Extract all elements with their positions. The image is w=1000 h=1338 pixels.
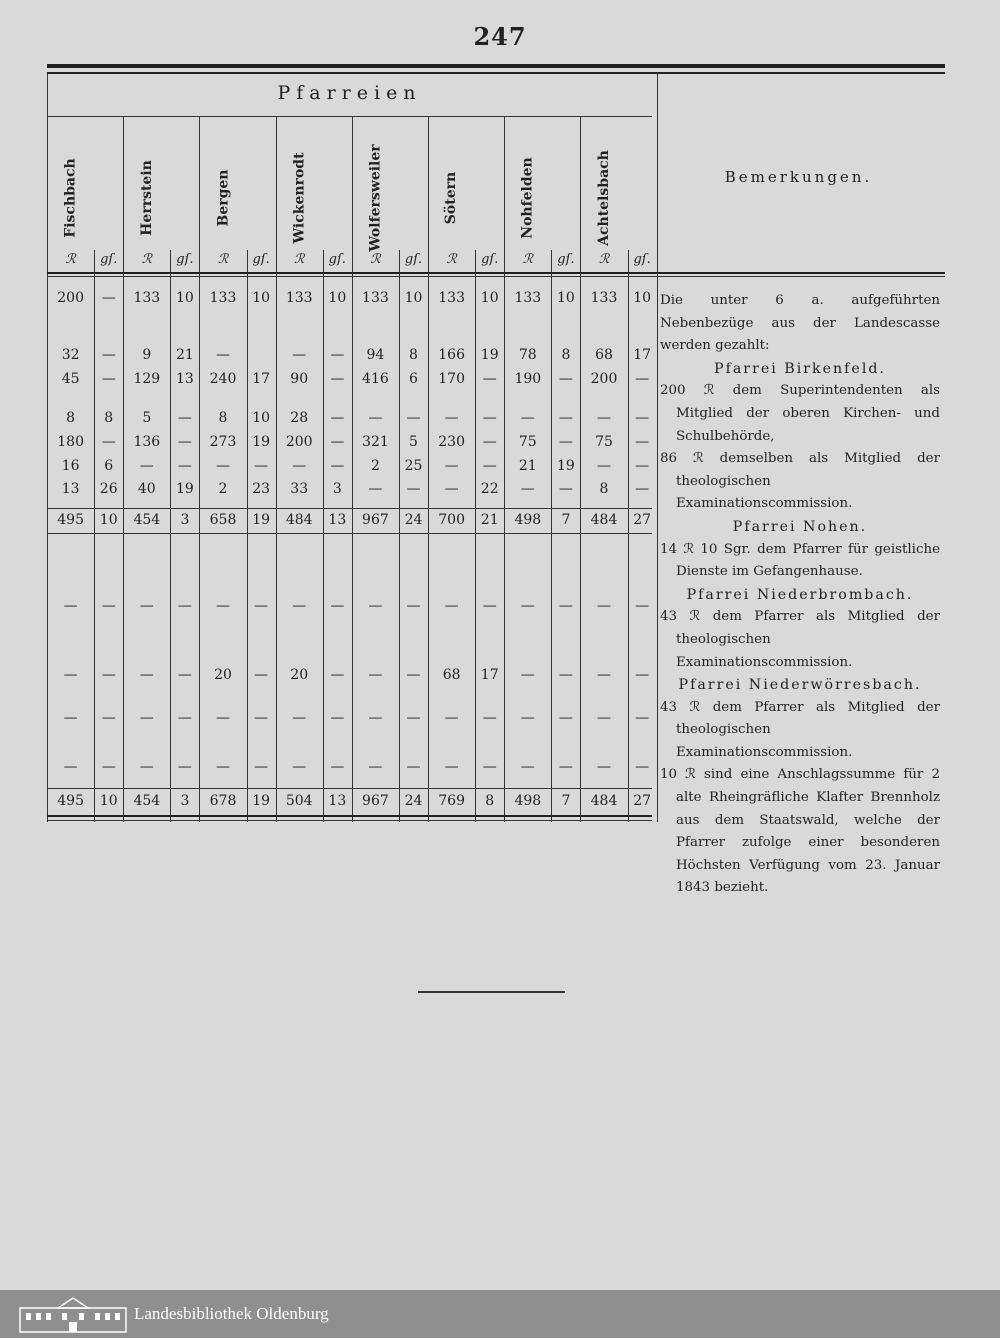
- cell-groschen: —: [558, 598, 573, 614]
- cell-groschen: 5: [409, 434, 418, 450]
- cell-thaler: 90: [290, 371, 309, 387]
- cell-thaler: —: [216, 598, 230, 614]
- cell-thaler: 484: [590, 512, 618, 528]
- unit-thaler: ℛ: [217, 252, 229, 267]
- cell-thaler: 20: [290, 667, 309, 683]
- remarks-heading-niederbrombach: Pfarrei Niederbrombach.: [686, 586, 914, 603]
- cell-groschen: 27: [633, 793, 652, 809]
- cell-thaler: 2: [370, 458, 380, 474]
- cell-groschen: —: [482, 371, 497, 387]
- units-rule: [47, 272, 945, 274]
- cell-groschen: 21: [176, 347, 194, 363]
- cell-groschen: 6: [409, 371, 418, 387]
- cell-thaler: 133: [133, 290, 161, 306]
- cell-thaler: 200: [285, 434, 313, 450]
- cell-groschen: —: [558, 667, 573, 683]
- cell-thaler: —: [139, 759, 154, 775]
- cell-thaler: —: [520, 667, 535, 683]
- cell-thaler: —: [292, 458, 307, 474]
- cell-groschen: 10: [252, 290, 271, 306]
- cell-groschen: 17: [633, 347, 652, 363]
- cell-groschen: 10: [176, 290, 194, 306]
- cell-groschen: —: [635, 458, 650, 474]
- cell-groschen: 19: [252, 793, 271, 809]
- subtotal-rule-bottom: [47, 533, 652, 534]
- cell-thaler: —: [444, 481, 459, 497]
- cell-groschen: —: [330, 371, 345, 387]
- cell-groschen: —: [177, 410, 192, 426]
- cell-groschen: —: [101, 710, 116, 726]
- cell-thaler: —: [63, 667, 78, 683]
- subtotal-rule: [47, 508, 652, 509]
- remarks-item: 10 ℛ sind eine Anschlagssumme für 2 alte Rheingräfliche Klafter Brennholz aus dem Staatswald, welche der Pfarrer zufolge einer besonderen Höchsten Verfügung vom 23. Januar 1843 bezieht.: [660, 767, 940, 896]
- cell-groschen: —: [635, 371, 650, 387]
- subcolumn-rule: [399, 250, 400, 822]
- column-header-herrstein: [132, 148, 162, 248]
- cell-groschen: —: [254, 710, 269, 726]
- cell-groschen: —: [101, 371, 116, 387]
- top-rule-thin: [47, 72, 945, 74]
- cell-groschen: —: [635, 667, 650, 683]
- column-header-nohfelden: [513, 148, 543, 248]
- cell-groschen: —: [482, 759, 497, 775]
- cell-thaler: —: [520, 759, 535, 775]
- cell-thaler: 495: [57, 512, 84, 528]
- cell-thaler: —: [63, 759, 78, 775]
- cell-thaler: 498: [514, 793, 542, 809]
- cell-groschen: 10: [99, 512, 118, 528]
- cell-groschen: 7: [561, 512, 571, 528]
- cell-groschen: —: [482, 458, 497, 474]
- remarks-item: 200 ℛ dem Superintendenten als Mitglied der oberen Kirchen- und Schulbehörde,: [660, 383, 940, 444]
- cell-thaler: —: [292, 759, 307, 775]
- total-rule-bottom: [47, 815, 652, 817]
- cell-groschen: —: [330, 410, 345, 426]
- cell-thaler: 78: [518, 347, 537, 363]
- cell-thaler: 658: [209, 512, 237, 528]
- cell-thaler: 180: [57, 434, 84, 450]
- cell-groschen: 24: [404, 793, 423, 809]
- remarks-intro: Die unter 6 a. aufgeführten Nebenbezüge aus der Landescasse werden gezahlt:: [660, 293, 940, 354]
- cell-groschen: —: [177, 598, 192, 614]
- column-header-achtelsbach: [589, 148, 619, 248]
- cell-thaler: 16: [61, 458, 80, 474]
- cell-groschen: 13: [328, 793, 347, 809]
- cell-groschen: 3: [180, 793, 190, 809]
- cell-groschen: 3: [332, 481, 342, 497]
- cell-groschen: —: [101, 598, 116, 614]
- cell-groschen: —: [177, 759, 192, 775]
- unit-groschen: gſ.: [328, 252, 346, 267]
- cell-thaler: 133: [285, 290, 313, 306]
- cell-groschen: —: [330, 710, 345, 726]
- cell-thaler: 166: [438, 347, 465, 363]
- header-rule: [47, 116, 652, 117]
- cell-thaler: 454: [133, 512, 161, 528]
- cell-groschen: —: [101, 290, 116, 306]
- cell-thaler: 700: [438, 512, 465, 528]
- cell-thaler: —: [444, 458, 459, 474]
- subcolumn-rule: [628, 250, 629, 822]
- cell-thaler: 133: [362, 290, 389, 306]
- cell-groschen: —: [558, 371, 573, 387]
- column-header-wickenrodt: [284, 148, 314, 248]
- cell-thaler: —: [520, 481, 535, 497]
- cell-groschen: —: [330, 759, 345, 775]
- cell-thaler: —: [216, 710, 230, 726]
- cell-thaler: —: [292, 347, 307, 363]
- cell-thaler: 28: [290, 410, 309, 426]
- closing-rule: [418, 991, 565, 993]
- cell-groschen: —: [177, 710, 192, 726]
- remarks-heading-niederwoerresbach: Pfarrei Niederwörresbach.: [678, 677, 922, 694]
- cell-thaler: 133: [209, 290, 237, 306]
- total-rule: [47, 788, 652, 789]
- cell-thaler: 5: [142, 410, 152, 426]
- cell-groschen: —: [330, 598, 345, 614]
- cell-thaler: 20: [214, 667, 232, 683]
- unit-thaler: ℛ: [65, 252, 76, 267]
- cell-groschen: —: [635, 434, 650, 450]
- cell-thaler: 133: [590, 290, 618, 306]
- cell-thaler: —: [520, 710, 535, 726]
- cell-groschen: 8: [409, 347, 418, 363]
- cell-groschen: 10: [328, 290, 347, 306]
- cell-groschen: —: [101, 759, 116, 775]
- cell-groschen: 19: [176, 481, 194, 497]
- cell-thaler: —: [368, 710, 383, 726]
- cell-groschen: —: [101, 667, 116, 683]
- cell-thaler: 40: [137, 481, 156, 497]
- cell-thaler: 21: [518, 458, 537, 474]
- cell-thaler: 2: [218, 481, 228, 497]
- cell-groschen: 19: [480, 347, 499, 363]
- cell-thaler: —: [139, 667, 154, 683]
- cell-thaler: 75: [595, 434, 613, 450]
- cell-thaler: 45: [61, 371, 80, 387]
- unit-groschen: gſ.: [557, 252, 575, 267]
- cell-groschen: —: [406, 410, 421, 426]
- cell-groschen: —: [101, 347, 116, 363]
- column-rule: [657, 74, 658, 822]
- unit-thaler: ℛ: [522, 252, 533, 267]
- cell-thaler: 484: [285, 512, 313, 528]
- column-header-label: Nohfelden: [519, 157, 536, 239]
- cell-groschen: —: [330, 347, 345, 363]
- cell-thaler: —: [216, 347, 230, 363]
- unit-groschen: gſ.: [100, 252, 118, 267]
- cell-thaler: —: [520, 598, 535, 614]
- cell-groschen: —: [558, 434, 573, 450]
- cell-thaler: —: [216, 759, 230, 775]
- remarks-item: 86 ℛ demselben als Mitglied der theologischen Examinationscommission.: [660, 451, 940, 512]
- cell-thaler: 133: [438, 290, 465, 306]
- remarks-item: 14 ℛ 10 Sgr. dem Pfarrer für geistliche Dienste im Gefangenhause.: [660, 541, 940, 580]
- cell-groschen: 10: [633, 290, 652, 306]
- cell-thaler: —: [520, 410, 535, 426]
- cell-thaler: 68: [442, 667, 461, 683]
- cell-groschen: 10: [99, 793, 118, 809]
- remarks-item: 43 ℛ dem Pfarrer als Mitglied der theologischen Examinationscommission.: [660, 699, 940, 760]
- cell-thaler: —: [368, 759, 383, 775]
- unit-thaler: ℛ: [294, 252, 305, 267]
- cell-groschen: 10: [404, 290, 423, 306]
- cell-groschen: —: [635, 710, 650, 726]
- cell-groschen: 24: [404, 512, 423, 528]
- cell-thaler: —: [597, 759, 611, 775]
- cell-groschen: 8: [485, 793, 495, 809]
- cell-thaler: 240: [209, 371, 237, 387]
- cell-groschen: 8: [561, 347, 571, 363]
- unit-groschen: gſ.: [404, 252, 423, 267]
- cell-groschen: —: [406, 710, 421, 726]
- cell-groschen: 13: [176, 371, 194, 387]
- cell-groschen: —: [406, 667, 421, 683]
- cell-thaler: —: [368, 667, 383, 683]
- cell-thaler: —: [368, 410, 383, 426]
- cell-thaler: —: [597, 598, 611, 614]
- column-header-sötern: [437, 148, 467, 248]
- cell-thaler: 498: [514, 512, 542, 528]
- subcolumn-rule: [323, 250, 324, 822]
- remarks-heading-birkenfeld: Pfarrei Birkenfeld.: [714, 360, 886, 377]
- subcolumn-rule: [551, 250, 552, 822]
- library-footer: [0, 1290, 1000, 1338]
- column-header-label: Bergen: [215, 169, 232, 227]
- units-rule-thin: [47, 276, 945, 277]
- cell-thaler: 94: [366, 347, 385, 363]
- column-header-label: Wickenrodt: [291, 152, 308, 244]
- cell-thaler: —: [139, 710, 154, 726]
- top-rule: [47, 64, 945, 68]
- cell-groschen: —: [482, 710, 497, 726]
- unit-thaler: ℛ: [446, 252, 457, 267]
- cell-groschen: —: [558, 759, 573, 775]
- column-header-label: Herrstein: [138, 160, 155, 236]
- cell-groschen: —: [482, 434, 497, 450]
- cell-thaler: 33: [290, 481, 309, 497]
- cell-groschen: 27: [633, 512, 652, 528]
- unit-groschen: gſ.: [481, 252, 499, 267]
- cell-groschen: 6: [104, 458, 114, 474]
- cell-thaler: 8: [218, 410, 228, 426]
- cell-groschen: 10: [557, 290, 575, 306]
- column-header-fischbach: [56, 148, 86, 248]
- cell-thaler: —: [368, 598, 383, 614]
- cell-groschen: —: [330, 458, 345, 474]
- cell-groschen: —: [254, 667, 269, 683]
- cell-groschen: —: [406, 598, 421, 614]
- cell-thaler: 769: [438, 793, 465, 809]
- cell-thaler: —: [444, 410, 459, 426]
- cell-groschen: 19: [252, 434, 271, 450]
- cell-groschen: —: [406, 759, 421, 775]
- cell-groschen: —: [254, 759, 269, 775]
- cell-groschen: —: [177, 458, 192, 474]
- cell-thaler: 8: [599, 481, 609, 497]
- subcolumn-rule: [475, 250, 476, 822]
- cell-groschen: 7: [561, 793, 571, 809]
- cell-thaler: 129: [133, 371, 161, 387]
- subcolumn-rule: [94, 250, 95, 822]
- cell-groschen: 19: [557, 458, 575, 474]
- cell-thaler: 967: [362, 793, 389, 809]
- total-rule-bottom-thin: [47, 820, 652, 821]
- column-header-label: Achtelsbach: [596, 150, 613, 246]
- cell-thaler: —: [444, 598, 459, 614]
- cell-thaler: 484: [590, 793, 618, 809]
- cell-groschen: —: [482, 410, 497, 426]
- library-building-icon: [18, 1294, 128, 1334]
- unit-thaler: ℛ: [141, 252, 152, 267]
- cell-thaler: 9: [142, 347, 152, 363]
- cell-thaler: 190: [514, 371, 542, 387]
- cell-groschen: 8: [104, 410, 114, 426]
- cell-thaler: 133: [514, 290, 542, 306]
- remarks-heading-nohen: Pfarrei Nohen.: [732, 518, 868, 535]
- cell-groschen: 22: [480, 481, 499, 497]
- remarks-item: 43 ℛ dem Pfarrer als Mitglied der theologischen Examinationscommission.: [660, 609, 940, 670]
- subcolumn-rule: [170, 250, 171, 822]
- cell-thaler: —: [597, 458, 611, 474]
- cell-groschen: 3: [180, 512, 190, 528]
- cell-groschen: —: [254, 458, 269, 474]
- library-name: Landesbibliothek Oldenburg: [134, 1304, 329, 1323]
- group-title: Pfarreien: [277, 82, 422, 104]
- cell-thaler: —: [368, 481, 383, 497]
- unit-groschen: gſ.: [252, 252, 270, 267]
- cell-groschen: —: [482, 598, 497, 614]
- cell-groschen: —: [254, 598, 269, 614]
- cell-thaler: —: [444, 710, 459, 726]
- cell-groschen: —: [177, 667, 192, 683]
- cell-thaler: 454: [133, 793, 161, 809]
- cell-thaler: —: [597, 710, 611, 726]
- cell-thaler: 967: [362, 512, 389, 528]
- cell-groschen: 21: [480, 512, 499, 528]
- cell-thaler: 321: [362, 434, 389, 450]
- cell-thaler: —: [292, 598, 307, 614]
- cell-thaler: —: [292, 710, 307, 726]
- cell-groschen: 10: [252, 410, 271, 426]
- cell-thaler: —: [139, 598, 154, 614]
- cell-thaler: 273: [209, 434, 237, 450]
- unit-thaler: ℛ: [370, 252, 381, 267]
- unit-groschen: gſ.: [633, 252, 651, 267]
- cell-groschen: —: [330, 667, 345, 683]
- unit-groschen: gſ.: [176, 252, 194, 267]
- cell-thaler: —: [63, 710, 78, 726]
- column-header-label: Sötern: [443, 171, 460, 225]
- cell-groschen: —: [330, 434, 345, 450]
- cell-thaler: 200: [57, 290, 84, 306]
- cell-groschen: —: [177, 434, 192, 450]
- cell-thaler: 68: [595, 347, 613, 363]
- cell-groschen: —: [635, 481, 650, 497]
- cell-thaler: 13: [61, 481, 80, 497]
- cell-groschen: —: [558, 410, 573, 426]
- cell-groschen: —: [635, 598, 650, 614]
- column-header-wolfersweiler: [360, 144, 390, 252]
- cell-groschen: —: [406, 481, 421, 497]
- cell-thaler: 8: [66, 410, 76, 426]
- cell-thaler: 495: [57, 793, 84, 809]
- column-header-label: Wolfersweiler: [367, 144, 384, 252]
- cell-thaler: —: [63, 598, 78, 614]
- cell-thaler: 504: [285, 793, 313, 809]
- cell-groschen: —: [635, 410, 650, 426]
- page-number: 247: [473, 22, 527, 51]
- cell-groschen: 25: [404, 458, 423, 474]
- column-header-label: Fischbach: [62, 158, 79, 238]
- cell-thaler: —: [444, 759, 459, 775]
- cell-thaler: —: [216, 458, 230, 474]
- remarks-title: Bemerkungen.: [724, 168, 873, 186]
- column-header-bergen: [208, 148, 238, 248]
- cell-thaler: 416: [362, 371, 389, 387]
- cell-thaler: —: [597, 410, 611, 426]
- cell-groschen: 23: [252, 481, 271, 497]
- cell-thaler: 678: [209, 793, 237, 809]
- cell-groschen: 17: [252, 371, 271, 387]
- cell-groschen: 17: [480, 667, 499, 683]
- unit-thaler: ℛ: [598, 252, 610, 267]
- cell-groschen: 26: [99, 481, 118, 497]
- cell-thaler: 200: [590, 371, 618, 387]
- cell-groschen: —: [101, 434, 116, 450]
- cell-groschen: 19: [252, 512, 271, 528]
- cell-thaler: 136: [133, 434, 161, 450]
- cell-thaler: 230: [438, 434, 465, 450]
- cell-thaler: 170: [438, 371, 465, 387]
- cell-groschen: 10: [480, 290, 499, 306]
- cell-thaler: 75: [518, 434, 537, 450]
- remarks-text: [660, 290, 940, 900]
- subcolumn-rule: [247, 250, 248, 822]
- cell-groschen: 13: [328, 512, 347, 528]
- cell-thaler: —: [597, 667, 611, 683]
- cell-groschen: —: [558, 710, 573, 726]
- cell-groschen: —: [635, 759, 650, 775]
- cell-groschen: —: [558, 481, 573, 497]
- cell-thaler: 32: [61, 347, 80, 363]
- cell-thaler: —: [139, 458, 154, 474]
